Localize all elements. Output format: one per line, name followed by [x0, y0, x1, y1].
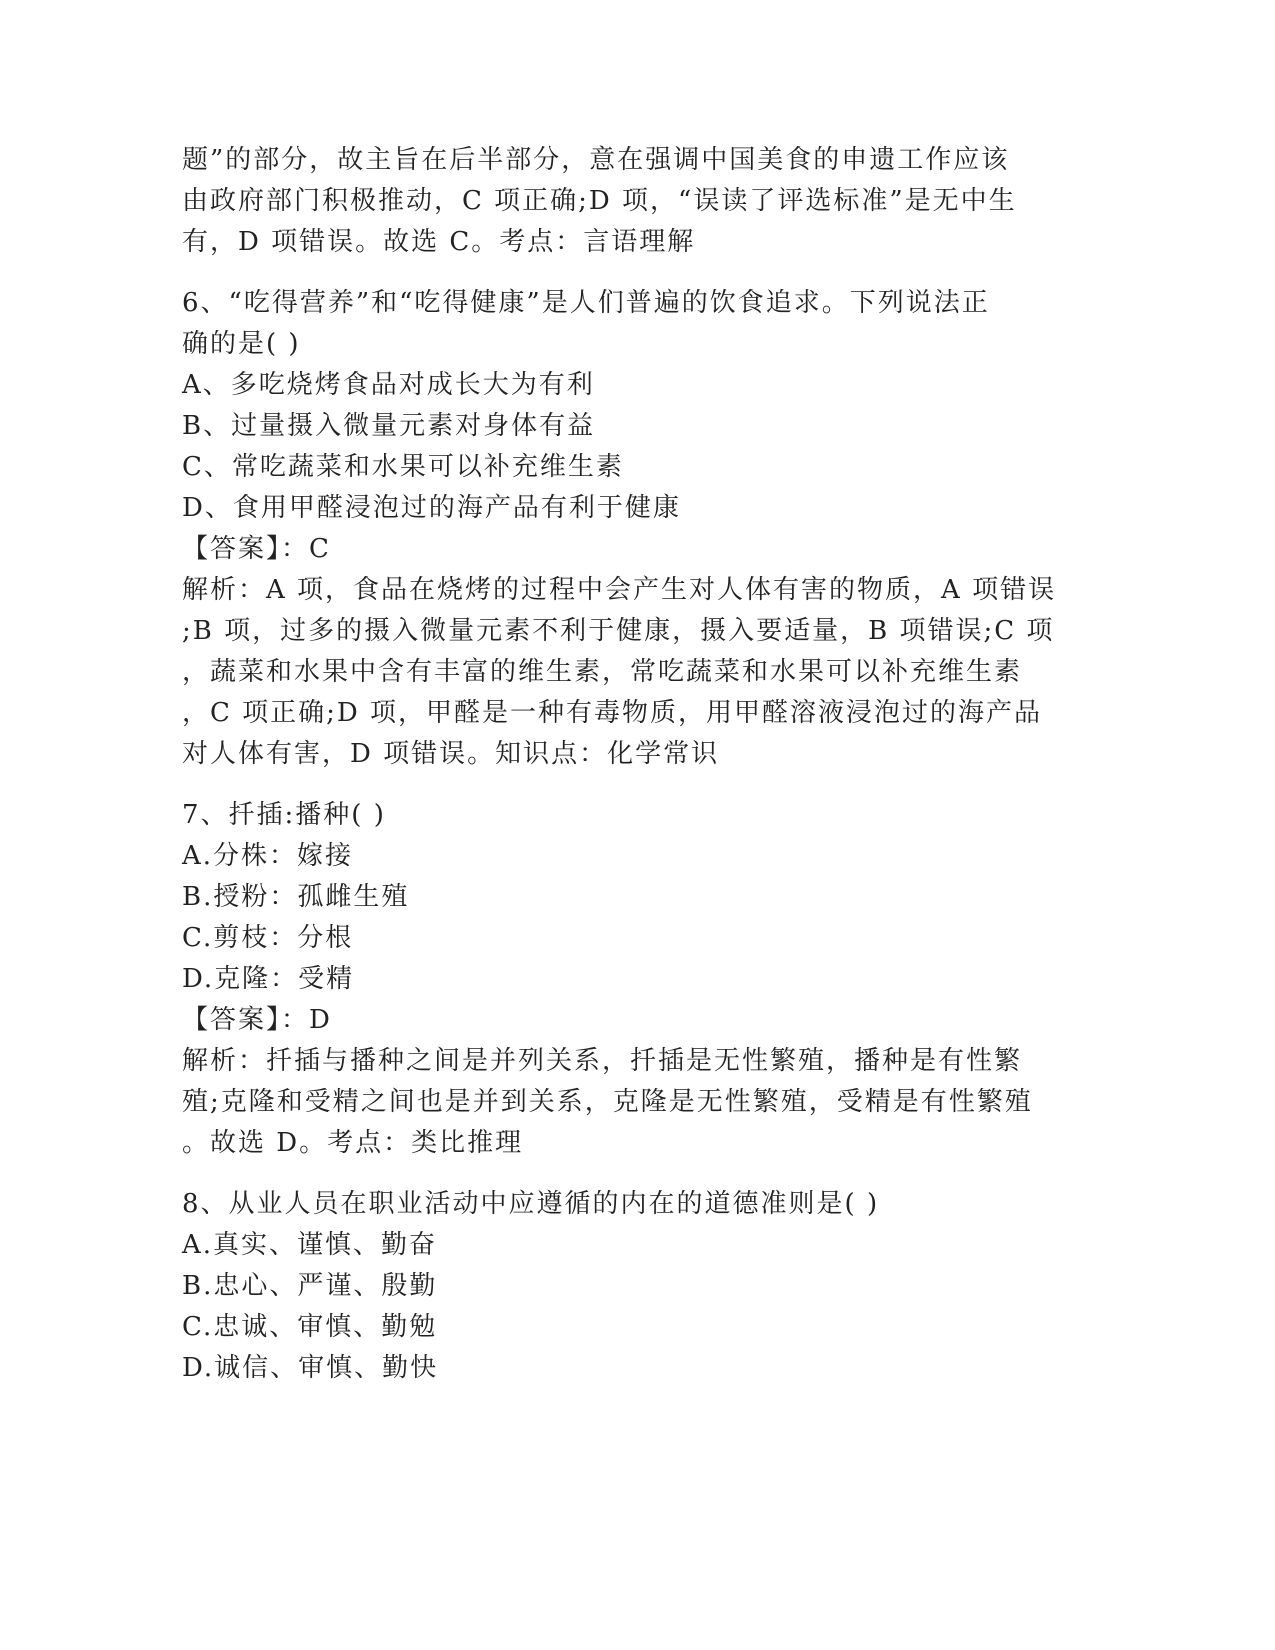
- option-d: D.克隆：受精: [182, 964, 355, 994]
- question-8: [182, 1184, 1042, 1389]
- option-c: C.剪枝：分根: [182, 923, 354, 953]
- option-b: B.忠心、严谨、殷勤: [182, 1271, 438, 1301]
- option-a: A.真实、谨慎、勤奋: [182, 1230, 438, 1260]
- option-a: A、多吃烧烤食品对成长大为有利: [182, 370, 595, 400]
- question-7: [182, 795, 1042, 1164]
- option-c: C.忠诚、审慎、勤勉: [182, 1312, 438, 1342]
- question-6: [182, 283, 1057, 775]
- previous-analysis-continuation: [182, 140, 1042, 263]
- analysis-line: 殖;克隆和受精之间也是并到关系，克隆是无性繁殖，受精是有性繁殖: [182, 1087, 1033, 1117]
- text-line: 有，D 项错误。故选 C。考点：言语理解: [182, 227, 696, 257]
- analysis-line: ，蔬菜和水果中含有丰富的维生素，常吃蔬菜和水果可以补充维生素: [182, 657, 1023, 687]
- text-line: 由政府部门积极推动，C 项正确;D 项，“误读了评选标准”是无中生: [182, 186, 1017, 216]
- analysis-line: ，C 项正确;D 项，甲醛是一种有毒物质，用甲醛溶液浸泡过的海产品: [182, 698, 1043, 728]
- option-c: C、常吃蔬菜和水果可以补充维生素: [182, 452, 624, 482]
- option-a: A.分株：嫁接: [182, 841, 354, 871]
- question-stem: 8、从业人员在职业活动中应遵循的内在的道德准则是( ): [182, 1189, 880, 1219]
- answer: 【答案】：C: [182, 534, 331, 564]
- question-stem: 确的是( ): [182, 329, 301, 359]
- question-stem: 7、扦插:播种( ): [182, 800, 386, 830]
- option-b: B、过量摄入微量元素对身体有益: [182, 411, 596, 441]
- analysis-line: 。故选 D。考点：类比推理: [182, 1128, 524, 1158]
- analysis-line: ;B 项，过多的摄入微量元素不利于健康，摄入要适量，B 项错误;C 项: [182, 616, 1055, 646]
- answer: 【答案】：D: [182, 1005, 332, 1035]
- option-b: B.授粉：孤雌生殖: [182, 882, 410, 912]
- text-line: 题”的部分，故主旨在后半部分，意在强调中国美食的申遗工作应该: [182, 145, 1010, 175]
- analysis-line: 解析：扦插与播种之间是并列关系，扦插是无性繁殖，播种是有性繁: [182, 1046, 1023, 1076]
- question-stem: 6、“吃得营养”和“吃得健康”是人们普遍的饮食追求。下列说法正: [182, 288, 990, 318]
- analysis-line: 解析：A 项，食品在烧烤的过程中会产生对人体有害的物质，A 项错误: [182, 575, 1057, 605]
- option-d: D、食用甲醛浸泡过的海产品有利于健康: [182, 493, 681, 523]
- option-d: D.诚信、审慎、勤快: [182, 1353, 439, 1383]
- document-page: [182, 140, 1057, 1389]
- analysis-line: 对人体有害，D 项错误。知识点：化学常识: [182, 739, 720, 769]
